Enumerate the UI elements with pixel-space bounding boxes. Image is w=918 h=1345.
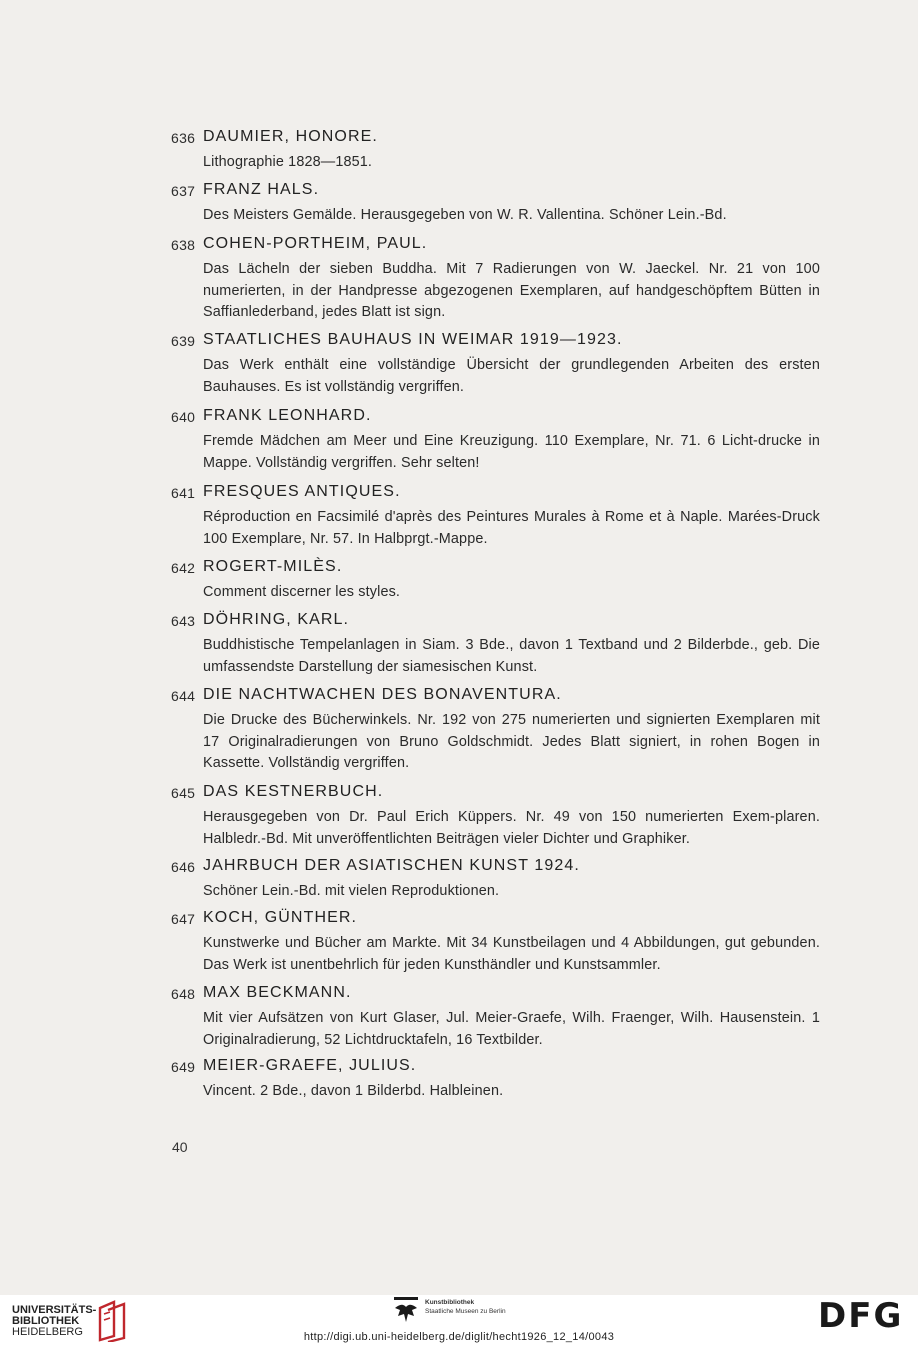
entry-description: Vincent. 2 Bde., davon 1 Bilderbd. Halbleinen. bbox=[203, 1083, 504, 1099]
page-number: 40 bbox=[172, 1139, 188, 1155]
entry-description: Das Werk enthält eine vollständige Übersicht der grundlegenden Arbeiten des ersten Bauhauses. Es ist vollständig vergriffen. bbox=[203, 357, 820, 395]
entry-description: Lithographie 1828—1851. bbox=[203, 154, 373, 170]
permalink-url[interactable]: http://digi.ub.uni-heidelberg.de/diglit/hecht1926_12_14/0043 bbox=[303, 1331, 615, 1343]
entry-title: KOCH, GÜNTHER. bbox=[203, 909, 358, 926]
entry-description: Die Drucke des Bücherwinkels. Nr. 192 von 275 numerierten und signierten Exemplaren mit 17 Originalradierungen von Bruno Goldschmidt. Jedes Blatt signiert, in rohen Bogen in Kassette. Vollständig vergriffen. bbox=[203, 712, 820, 771]
entry-number: 641 bbox=[171, 485, 196, 501]
entry-number: 639 bbox=[171, 333, 196, 349]
entry-title: JAHRBUCH DER ASIATISCHEN KUNST 1924. bbox=[203, 857, 580, 874]
entry-description: Fremde Mädchen am Meer und Eine Kreuzigung. 110 Exemplare, Nr. 71. 6 Licht-drucke in Mappe. Vollständig vergriffen. Sehr selten! bbox=[203, 433, 820, 471]
entry-title: DÖHRING, KARL. bbox=[203, 611, 350, 628]
entry-description: Das Lächeln der sieben Buddha. Mit 7 Radierungen von W. Jaeckel. Nr. 21 von 100 numerierten, in der Handpresse abgezogenen Exemplaren, auf handgeschöpftem Bütten in Saffianlederband, jedes Blatt ist sign. bbox=[203, 261, 820, 320]
kunstbibliothek-label[interactable] bbox=[425, 1298, 506, 1316]
entry-title: FRANK LEONHARD. bbox=[203, 407, 372, 424]
entry-number: 640 bbox=[171, 409, 196, 425]
dfg-logo[interactable]: DFG bbox=[818, 1296, 904, 1336]
entry-title: ROGERT-MILÈS. bbox=[203, 558, 343, 575]
library-line-2: BIBLIOTHEK bbox=[12, 1315, 80, 1327]
entry-title: COHEN-PORTHEIM, PAUL. bbox=[203, 235, 428, 252]
entry-number: 636 bbox=[171, 130, 196, 146]
entry-description: Réproduction en Facsimilé d'après des Peintures Murales à Rome et à Naple. Marées-Druck 100 Exemplare, Nr. 57. In Halbprgt.-Mappe. bbox=[203, 509, 820, 547]
entry-title: FRESQUES ANTIQUES. bbox=[203, 483, 401, 500]
entry-number: 645 bbox=[171, 785, 196, 801]
entry-description: Herausgegeben von Dr. Paul Erich Küppers. Nr. 49 von 150 numerierten Exem-plaren. Halbledr.-Bd. Mit unveröffentlichten Beiträgen vieler Dichter und Graphiker. bbox=[203, 809, 820, 847]
entry-number: 649 bbox=[171, 1059, 196, 1075]
entry-title: DAS KESTNERBUCH. bbox=[203, 783, 384, 800]
entry-title: STAATLICHES BAUHAUS IN WEIMAR 1919—1923. bbox=[203, 331, 623, 348]
entry-description: Comment discerner les styles. bbox=[203, 584, 401, 600]
entry-number: 637 bbox=[171, 183, 196, 199]
entry-number: 644 bbox=[171, 688, 196, 704]
entry-number: 643 bbox=[171, 613, 196, 629]
entry-description: Des Meisters Gemälde. Herausgegeben von W. R. Vallentina. Schöner Lein.-Bd. bbox=[203, 207, 727, 223]
kb-subtitle: Staatliche Museen zu Berlin bbox=[425, 1308, 506, 1315]
entry-title: DAUMIER, HONORE. bbox=[203, 128, 378, 145]
kb-name: Kunstbibliothek bbox=[425, 1299, 475, 1306]
entry-number: 642 bbox=[171, 560, 196, 576]
kunstbibliothek-eagle-icon[interactable] bbox=[392, 1296, 420, 1326]
entry-description: Mit vier Aufsätzen von Kurt Glaser, Jul. Meier-Graefe, Wilh. Fraenger, Wilh. Hausenstein. 1 Originalradierung, 52 Lichtdrucktafeln, 16 Textbilder. bbox=[203, 1010, 820, 1048]
library-line-1: UNIVERSITÄTS- bbox=[12, 1304, 97, 1316]
entry-title: FRANZ HALS. bbox=[203, 181, 320, 198]
entry-number: 647 bbox=[171, 911, 196, 927]
entry-description: Schöner Lein.-Bd. mit vielen Reproduktionen. bbox=[203, 883, 500, 899]
entry-title: MAX BECKMANN. bbox=[203, 984, 352, 1001]
entry-number: 638 bbox=[171, 237, 196, 253]
entry-title: DIE NACHTWACHEN DES BONAVENTURA. bbox=[203, 686, 562, 703]
entry-title: MEIER-GRAEFE, JULIUS. bbox=[203, 1057, 417, 1074]
entry-description: Buddhistische Tempelanlagen in Siam. 3 Bde., davon 1 Textband und 2 Bilderbde., geb. Die umfassendste Darstellung der siamesischen Kunst. bbox=[203, 637, 820, 675]
entry-description: Kunstwerke und Bücher am Markte. Mit 34 Kunstbeilagen und 4 Abbildungen, gut gebunden. Das Werk ist unentbehrlich für jeden Kunsthändler und Kunstsammler. bbox=[203, 935, 820, 973]
entry-number: 648 bbox=[171, 986, 196, 1002]
library-line-3: HEIDELBERG bbox=[12, 1326, 83, 1338]
entry-number: 646 bbox=[171, 859, 196, 875]
